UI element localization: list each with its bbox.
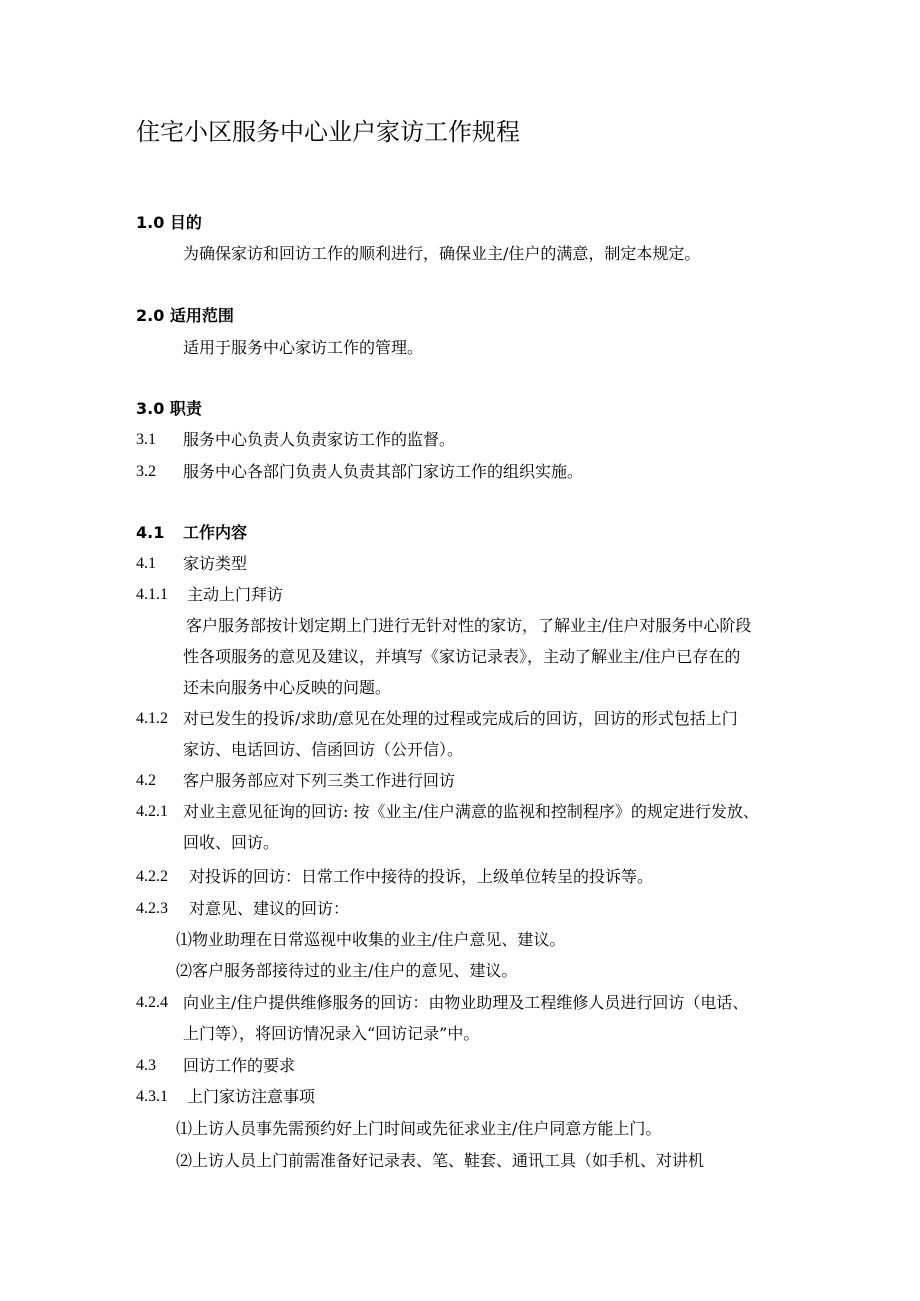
section-heading-purpose: 1.0 目的 <box>136 213 202 232</box>
item-number: 4.2.1 <box>136 803 168 820</box>
item-number: 4.2.3 <box>136 900 168 917</box>
list-item: 服务中心负责人负责家访工作的监督。 <box>183 430 456 449</box>
list-item: 向业主/住户提供维修服务的回访：由物业助理及工程维修人员进行回访（电话、 <box>183 993 749 1012</box>
list-item: 服务中心各部门负责人负责其部门家访工作的组织实施。 <box>183 462 584 481</box>
list-item: 对意见、建议的回访： <box>189 899 350 918</box>
section-heading-work: 工作内容 <box>183 523 248 542</box>
paragraph: 适用于服务中心家访工作的管理。 <box>183 338 424 357</box>
section-heading-duties: 3.0 职责 <box>136 399 202 418</box>
list-item: 上门家访注意事项 <box>187 1087 316 1106</box>
list-item: 主动上门拜访 <box>187 585 284 604</box>
list-item: 回访工作的要求 <box>183 1056 296 1075</box>
item-number: 4.2.2 <box>136 868 168 885</box>
item-number: 4.2 <box>136 772 156 789</box>
item-number: 4.1.2 <box>136 710 168 727</box>
sub-item: ⑴物业助理在日常巡视中收集的业主/住户意见、建议。 <box>176 930 566 949</box>
list-item: 对已发生的投诉/求助/意见在处理的过程或完成后的回访，回访的形式包括上门 <box>183 709 738 728</box>
list-item: 家访类型 <box>183 554 248 573</box>
section-number: 4.1 <box>136 523 165 542</box>
sub-item: ⑵上访人员上门前需准备好记录表、笔、鞋套、通讯工具（如手机、对讲机 <box>176 1151 705 1170</box>
item-number: 4.1.1 <box>136 586 168 603</box>
paragraph-line: 还未向服务中心反映的问题。 <box>183 678 392 697</box>
item-number: 3.2 <box>136 463 156 480</box>
paragraph-line: 客户服务部按计划定期上门进行无针对性的家访，了解业主/住户对服务中心阶段 <box>186 616 752 635</box>
item-number: 4.3 <box>136 1057 156 1074</box>
section-heading-scope: 2.0 适用范围 <box>136 306 234 325</box>
item-number: 4.3.1 <box>136 1088 168 1105</box>
paragraph-line: 性各项服务的意见及建议，并填写《家访记录表》，主动了解业主/住户已存在的 <box>183 647 741 666</box>
item-number: 3.1 <box>136 431 156 448</box>
sub-item: ⑵客户服务部接待过的业主/住户的意见、建议。 <box>176 961 518 980</box>
list-item: 客户服务部应对下列三类工作进行回访 <box>183 771 456 790</box>
item-number: 4.1 <box>136 555 156 572</box>
item-number: 4.2.4 <box>136 994 168 1011</box>
page-title: 住宅小区服务中心业户家访工作规程 <box>136 118 520 146</box>
list-item: 对投诉的回访：日常工作中接待的投诉，上级单位转呈的投诉等。 <box>189 867 654 886</box>
list-item: 对业主意见征询的回访: 按《业主/住户满意的监视和控制程序》的规定进行发放、 <box>183 802 759 821</box>
paragraph: 为确保家访和回访工作的顺利进行，确保业主/住户的满意，制定本规定。 <box>183 244 701 263</box>
paragraph-line: 回收、回访。 <box>183 833 280 852</box>
paragraph-line: 家访、电话回访、信函回访（公开信）。 <box>183 740 464 759</box>
sub-item: ⑴上访人员事先需预约好上门时间或先征求业主/住户同意方能上门。 <box>176 1119 662 1138</box>
paragraph-line: 上门等），将回访情况录入“回访记录”中。 <box>183 1024 480 1043</box>
